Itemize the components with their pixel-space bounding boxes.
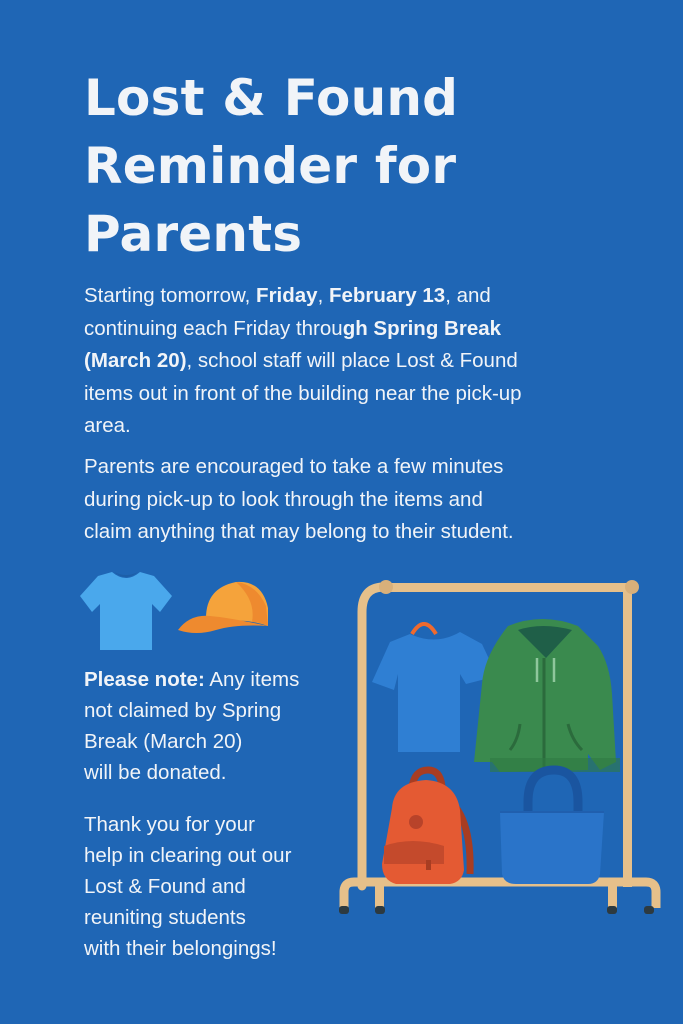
bold-day: Friday xyxy=(256,284,318,307)
bold-spring-break: gh Spring Break xyxy=(342,316,502,340)
title-line-3: Parents xyxy=(84,205,303,263)
green-hoodie-icon xyxy=(474,619,620,772)
text: continuing each Friday throu xyxy=(84,316,343,340)
schedule-line-1 xyxy=(84,280,624,313)
bold-march-20: (March 20) xyxy=(84,349,187,372)
blue-tote-bag-icon xyxy=(500,770,604,884)
text: , school staff will place Lost & Found xyxy=(186,349,518,372)
clothing-rack-illustration xyxy=(332,574,668,926)
page-title xyxy=(84,64,604,268)
thanks-line: help in clearing out our xyxy=(84,844,292,867)
baseball-cap-icon xyxy=(176,578,270,638)
note-line: not claimed by Spring xyxy=(84,699,282,722)
thanks-line: with their belongings! xyxy=(84,937,277,960)
thank-you-message xyxy=(84,809,344,964)
thanks-line: Thank you for your xyxy=(84,813,255,836)
encouragement-line: Parents are encouraged to take a few minutes xyxy=(84,455,504,478)
text: Starting tomorrow, xyxy=(84,284,257,307)
encouragement-line: during pick-up to look through the items and xyxy=(84,487,483,511)
note-line-1 xyxy=(84,664,344,695)
schedule-line-4: items out in front of the building near the pick-up xyxy=(84,381,522,405)
schedule-line-2 xyxy=(84,313,624,346)
text: , xyxy=(317,284,329,307)
bold-date: February 13 xyxy=(328,284,446,307)
title-line-1: Lost & Found xyxy=(84,69,459,127)
encouragement-paragraph xyxy=(84,451,624,549)
note-label: Please note: xyxy=(84,668,205,691)
schedule-line-3 xyxy=(84,345,624,378)
note-line: will be donated. xyxy=(84,761,227,784)
text: Any items xyxy=(204,668,300,691)
thanks-line: reuniting students xyxy=(84,906,246,929)
thanks-line: Lost & Found and xyxy=(84,875,246,898)
donation-note xyxy=(84,664,344,788)
text: , and xyxy=(445,284,491,307)
tshirt-icon xyxy=(78,568,174,652)
schedule-paragraph xyxy=(84,280,624,443)
encouragement-line: claim anything that may belong to their student. xyxy=(84,520,514,543)
schedule-line-5: area. xyxy=(84,414,131,437)
note-line: Break (March 20) xyxy=(84,730,243,753)
orange-backpack-icon xyxy=(382,770,470,884)
title-line-2: Reminder for xyxy=(84,137,457,195)
